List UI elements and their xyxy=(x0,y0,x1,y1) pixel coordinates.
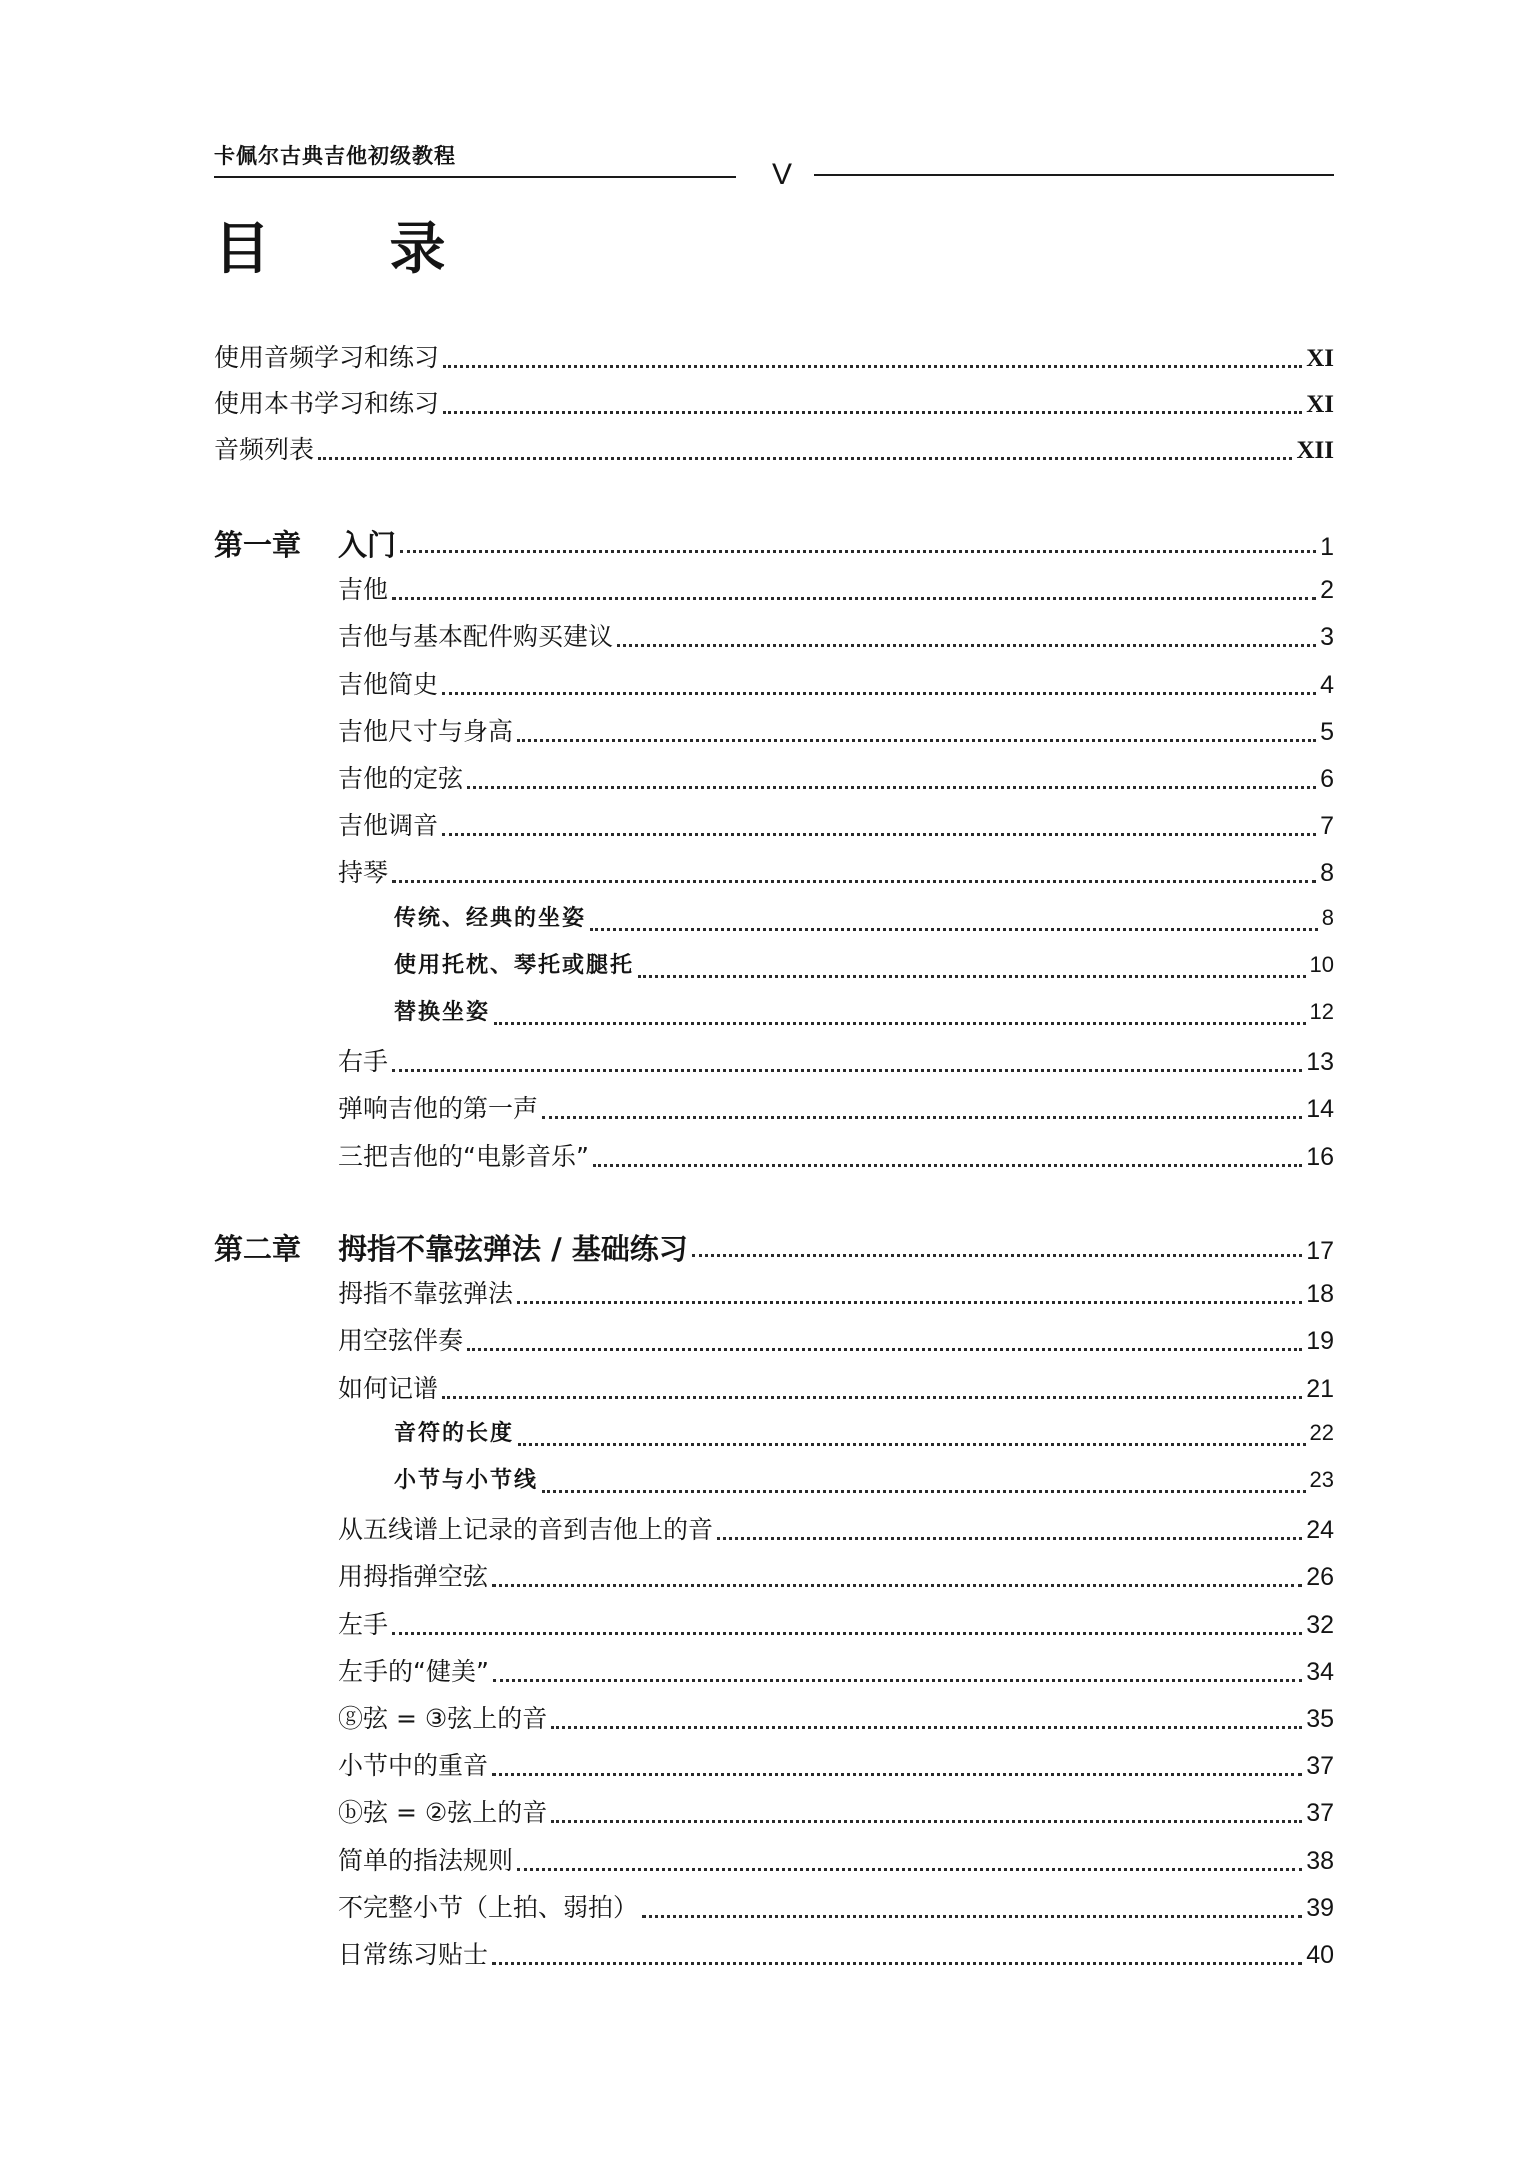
toc-section-entry[interactable] xyxy=(214,759,1334,805)
toc-entry-label: 简单的指法规则 xyxy=(338,1846,514,1875)
toc-entry-label: ⓖ弦 = ③弦上的音 xyxy=(338,1704,548,1733)
toc-section-entry[interactable] xyxy=(214,1089,1334,1135)
dot-leader xyxy=(638,975,1306,978)
dot-leader xyxy=(551,1820,1302,1823)
header-rule-left xyxy=(214,176,736,178)
toc-entry-page: 16 xyxy=(1306,1143,1334,1171)
toc-entry-label: 弹响吉他的第一声 xyxy=(338,1094,539,1123)
toc-section-entry[interactable] xyxy=(214,617,1334,663)
dot-leader xyxy=(494,1022,1306,1025)
dot-leader xyxy=(318,457,1292,460)
dot-leader xyxy=(492,1773,1302,1776)
toc-entry-label: 用空弦伴奏 xyxy=(338,1326,464,1355)
dot-leader xyxy=(551,1726,1302,1729)
toc-section-entry[interactable] xyxy=(214,1699,1334,1745)
toc-entry-label: 小节中的重音 xyxy=(338,1751,489,1780)
toc-entry-page: 32 xyxy=(1306,1611,1334,1639)
toc-entry-label: 如何记谱 xyxy=(338,1374,439,1403)
toc-entry-label: 持琴 xyxy=(338,858,389,887)
toc-entry-label: 使用音频学习和练习 xyxy=(214,343,440,372)
toc-entry-page: 26 xyxy=(1306,1563,1334,1591)
toc-section-entry[interactable] xyxy=(214,1746,1334,1792)
toc-entry-page: 24 xyxy=(1306,1516,1334,1544)
toc-subsection-entry[interactable] xyxy=(214,901,1334,947)
dot-leader xyxy=(442,833,1316,836)
toc-entry-page: XI xyxy=(1306,391,1334,418)
toc-section-entry[interactable] xyxy=(214,1605,1334,1651)
dot-leader xyxy=(392,880,1316,883)
book-title: 卡佩尔古典吉他初级教程 xyxy=(214,144,456,168)
dot-leader xyxy=(392,597,1316,600)
dot-leader xyxy=(692,1254,1302,1257)
toc-entry-label: 拇指不靠弦弹法 / 基础练习 xyxy=(338,1232,688,1266)
toc-entry-label: 拇指不靠弦弹法 xyxy=(338,1279,514,1308)
toc-entry-page: 17 xyxy=(1306,1237,1334,1265)
toc-title: 目 录 xyxy=(214,217,496,282)
toc-entry-label: 日常练习贴士 xyxy=(338,1940,489,1969)
dot-leader xyxy=(593,1164,1302,1167)
toc-entry-label: 替换坐姿 xyxy=(394,999,491,1025)
toc-section-entry[interactable] xyxy=(214,570,1334,616)
toc-entry-page: 37 xyxy=(1306,1752,1334,1780)
toc-entry-label: 吉他简史 xyxy=(338,670,439,699)
toc-entry-page: 21 xyxy=(1306,1375,1334,1403)
toc-section-entry[interactable] xyxy=(214,1888,1334,1934)
running-header xyxy=(214,140,1334,190)
toc-entry-page: 6 xyxy=(1320,765,1334,793)
toc-entry-label: 吉他 xyxy=(338,575,389,604)
toc-entry-page: 34 xyxy=(1306,1658,1334,1686)
dot-leader xyxy=(392,1632,1302,1635)
toc-entry-page: 2 xyxy=(1320,576,1334,604)
dot-leader xyxy=(442,692,1316,695)
dot-leader xyxy=(717,1537,1302,1540)
toc-section-entry[interactable] xyxy=(214,1652,1334,1698)
toc-section-entry[interactable] xyxy=(214,853,1334,899)
toc-entry-page: 14 xyxy=(1306,1095,1334,1123)
dot-leader xyxy=(617,644,1316,647)
toc-entry-page: 10 xyxy=(1309,952,1334,977)
toc-entry-label: 使用托枕、琴托或腿托 xyxy=(394,952,635,978)
toc-entry-page: 7 xyxy=(1320,812,1334,840)
toc-section-entry[interactable] xyxy=(214,1042,1334,1088)
toc-entry-label: 用拇指弹空弦 xyxy=(338,1562,489,1591)
toc-subsection-entry[interactable] xyxy=(214,1463,1334,1509)
toc-subsection-entry[interactable] xyxy=(214,995,1334,1041)
toc-entry-page: 12 xyxy=(1309,999,1334,1024)
toc-entry-page: 23 xyxy=(1309,1467,1334,1492)
toc-entry-label: 左手 xyxy=(338,1610,389,1639)
toc-entry-label: 从五线谱上记录的音到吉他上的音 xyxy=(338,1515,714,1544)
toc-entry-page: 1 xyxy=(1320,533,1334,561)
dot-leader xyxy=(517,739,1316,742)
toc-entry-page: 3 xyxy=(1320,623,1334,651)
toc-entry-label: 传统、经典的坐姿 xyxy=(394,905,587,931)
toc-entry-page: XI xyxy=(1306,345,1334,372)
toc-entry-page: 8 xyxy=(1321,905,1334,930)
dot-leader xyxy=(492,1962,1302,1965)
toc-entry-label: ⓑ弦 = ②弦上的音 xyxy=(338,1798,548,1827)
toc-section-entry[interactable] xyxy=(214,1369,1334,1415)
chapter-number: 第一章 xyxy=(214,528,302,562)
toc-section-entry[interactable] xyxy=(214,665,1334,711)
toc-entry-label: 使用本书学习和练习 xyxy=(214,389,440,418)
toc-entry-label: 左手的“健美” xyxy=(338,1657,489,1686)
toc-entry-label: 入门 xyxy=(338,528,397,562)
toc-front-matter-entry[interactable] xyxy=(214,384,1334,430)
dot-leader xyxy=(442,1396,1302,1399)
toc-entry-page: 35 xyxy=(1306,1705,1334,1733)
toc-entry-page: 13 xyxy=(1306,1048,1334,1076)
toc-front-matter-entry[interactable] xyxy=(214,338,1334,384)
toc-section-entry[interactable] xyxy=(214,1274,1334,1320)
toc-chapter-heading[interactable] xyxy=(214,523,1334,569)
dot-leader xyxy=(642,1915,1302,1918)
toc-entry-label: 吉他与基本配件购买建议 xyxy=(338,622,614,651)
dot-leader xyxy=(517,1301,1302,1304)
dot-leader xyxy=(492,1584,1302,1587)
toc-entry-label: 不完整小节（上拍、弱拍） xyxy=(338,1893,639,1922)
toc-entry-label: 音频列表 xyxy=(214,435,315,464)
toc-entry-page: 40 xyxy=(1306,1941,1334,1969)
dot-leader xyxy=(518,1443,1306,1446)
toc-entry-page: 37 xyxy=(1306,1799,1334,1827)
toc-entry-page: 19 xyxy=(1306,1327,1334,1355)
dot-leader xyxy=(542,1490,1306,1493)
toc-entry-label: 音符的长度 xyxy=(394,1420,515,1446)
dot-leader xyxy=(443,411,1302,414)
toc-entry-page: 22 xyxy=(1309,1420,1334,1445)
toc-entry-page: 38 xyxy=(1306,1847,1334,1875)
header-rule-right xyxy=(814,174,1334,176)
toc-entry-page: 18 xyxy=(1306,1280,1334,1308)
dot-leader xyxy=(443,365,1302,368)
toc-chapter-heading[interactable] xyxy=(214,1227,1334,1273)
dot-leader xyxy=(467,786,1316,789)
dot-leader xyxy=(400,550,1316,553)
page-number: V xyxy=(771,158,792,191)
toc-front-matter-entry[interactable] xyxy=(214,430,1334,476)
toc-section-entry[interactable] xyxy=(214,1321,1334,1367)
toc-section-entry[interactable] xyxy=(214,1510,1334,1556)
toc-section-entry[interactable] xyxy=(214,806,1334,852)
toc-section-entry[interactable] xyxy=(214,1935,1334,1981)
dot-leader xyxy=(493,1679,1302,1682)
toc-section-entry[interactable] xyxy=(214,712,1334,758)
toc-entry-page: 39 xyxy=(1306,1894,1334,1922)
toc-subsection-entry[interactable] xyxy=(214,1416,1334,1462)
toc-entry-label: 吉他的定弦 xyxy=(338,764,464,793)
toc-entry-label: 吉他尺寸与身高 xyxy=(338,717,514,746)
toc-section-entry[interactable] xyxy=(214,1793,1334,1839)
toc-section-entry[interactable] xyxy=(214,1557,1334,1603)
toc-section-entry[interactable] xyxy=(214,1137,1334,1183)
toc-subsection-entry[interactable] xyxy=(214,948,1334,994)
chapter-number: 第二章 xyxy=(214,1232,302,1266)
toc-entry-page: XII xyxy=(1296,437,1334,464)
dot-leader xyxy=(392,1069,1302,1072)
toc-entry-page: 5 xyxy=(1320,718,1334,746)
toc-entry-label: 三把吉他的“电影音乐” xyxy=(338,1142,589,1171)
dot-leader xyxy=(590,928,1318,931)
dot-leader xyxy=(542,1116,1302,1119)
toc-entry-page: 4 xyxy=(1320,671,1334,699)
toc-entry-label: 吉他调音 xyxy=(338,811,439,840)
toc-entry-label: 右手 xyxy=(338,1047,389,1076)
toc-entry-label: 小节与小节线 xyxy=(394,1467,539,1493)
toc-entry-page: 8 xyxy=(1320,859,1334,887)
toc-section-entry[interactable] xyxy=(214,1841,1334,1887)
dot-leader xyxy=(467,1348,1302,1351)
dot-leader xyxy=(517,1868,1302,1871)
